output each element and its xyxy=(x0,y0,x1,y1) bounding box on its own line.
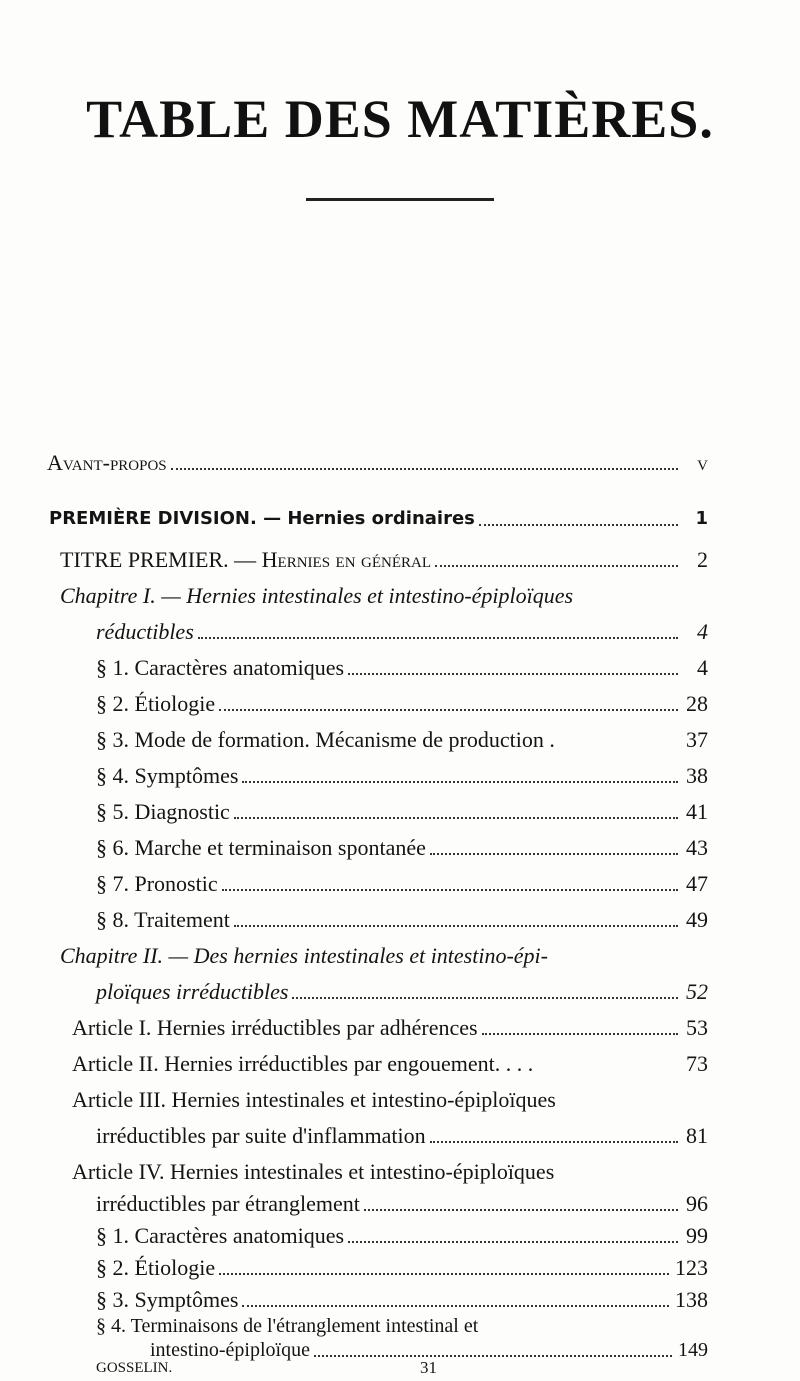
toc-entry xyxy=(72,1050,708,1078)
toc-entry xyxy=(47,449,708,477)
entry-page: 49 xyxy=(686,907,708,932)
toc-entry xyxy=(96,1122,708,1150)
entry-page: 53 xyxy=(686,1015,708,1040)
entry-page: 149 xyxy=(678,1339,708,1361)
toc-entry xyxy=(96,906,708,934)
entry-label: § 5. Diagnostic xyxy=(96,799,230,824)
leader-dots xyxy=(292,991,678,999)
entry-page: 1 xyxy=(695,508,708,529)
toc-entry xyxy=(72,1014,708,1042)
toc-entry xyxy=(60,546,708,574)
toc-entry xyxy=(96,654,708,682)
toc-entry xyxy=(49,505,708,533)
toc-entry xyxy=(96,834,708,862)
entry-page: 81 xyxy=(686,1123,708,1148)
footer-author: GOSSELIN. xyxy=(96,1360,173,1376)
leader-dots xyxy=(364,1203,678,1211)
toc-entry xyxy=(96,870,708,898)
toc-entry-heading: Article IV. Hernies intestinales et intestino-épiploïques xyxy=(72,1159,555,1184)
leader-dots xyxy=(234,919,678,927)
toc-entry-heading: Article III. Hernies intestinales et intestino-épiploïques xyxy=(72,1087,556,1112)
entry-label: irréductibles par suite d'inflammation xyxy=(96,1123,426,1148)
toc-entry xyxy=(96,1286,708,1314)
entry-label: intestino-épiploïque xyxy=(150,1339,310,1361)
entry-label: réductibles xyxy=(96,619,194,644)
leader-dots xyxy=(537,1065,678,1071)
leader-dots xyxy=(222,883,678,891)
leader-dots xyxy=(430,847,678,855)
entry-label: § 3. Symptômes xyxy=(96,1287,239,1312)
toc-entry-heading: Chapitre I. — Hernies intestinales et intestino-épiploïques xyxy=(60,583,574,608)
entry-label: § 4. Symptômes xyxy=(96,763,239,788)
leader-dots xyxy=(219,1267,669,1275)
entry-page: 96 xyxy=(686,1191,708,1216)
leader-dots xyxy=(242,1299,669,1307)
entry-label: PREMIÈRE DIVISION. — Hernies ordinaires xyxy=(49,508,475,529)
entry-label: § 1. Caractères anatomiques xyxy=(96,655,345,680)
entry-page: 47 xyxy=(686,871,708,896)
entry-page: 2 xyxy=(697,547,708,572)
entry-label: Article II. Hernies irréductibles par engouement. . . . xyxy=(72,1051,534,1076)
footer-signature: 31 xyxy=(420,1358,437,1377)
entry-label: § 8. Traitement xyxy=(96,907,230,932)
leader-dots xyxy=(479,518,678,526)
entry-page: 4 xyxy=(697,619,708,644)
entry-label: § 3. Mode de formation. Mécanisme de production . xyxy=(96,727,555,752)
entry-label: irréductibles par étranglement xyxy=(96,1191,360,1216)
entry-page: 43 xyxy=(686,835,708,860)
entry-page: 28 xyxy=(686,691,708,716)
entry-page: 4 xyxy=(697,655,708,680)
entry-page: 52 xyxy=(686,979,708,1004)
toc-entry-heading: § 4. Terminaisons de l'étranglement intestinal et xyxy=(96,1315,479,1337)
leader-dots xyxy=(234,811,678,819)
toc-entry xyxy=(96,798,708,826)
entry-label: § 1. Caractères anatomiques xyxy=(96,1223,345,1248)
entry-label: § 7. Pronostic xyxy=(96,871,218,896)
leader-dots xyxy=(198,631,678,639)
title-rule xyxy=(306,198,494,201)
leader-dots xyxy=(219,703,678,711)
leader-dots xyxy=(430,1135,678,1143)
toc-entry xyxy=(96,978,708,1006)
toc-entry xyxy=(96,1222,708,1250)
entry-page: 41 xyxy=(686,799,708,824)
entry-page: 38 xyxy=(686,763,708,788)
entry-label: § 2. Étiologie xyxy=(96,1255,216,1280)
toc-entry-heading: Chapitre II. — Des hernies intestinales et intestino-épi- xyxy=(60,943,548,968)
leader-dots xyxy=(482,1027,678,1035)
toc-entry xyxy=(96,762,708,790)
entry-label: Avant-propos xyxy=(47,450,167,475)
toc-entry xyxy=(96,1254,708,1282)
entry-page: 73 xyxy=(686,1051,708,1076)
leader-dots xyxy=(348,1235,678,1243)
toc-entry xyxy=(96,726,708,754)
toc-entry xyxy=(96,1190,708,1218)
leader-dots xyxy=(171,462,678,470)
leader-dots xyxy=(348,667,678,675)
entry-label: § 6. Marche et terminaison spontanée xyxy=(96,835,426,860)
toc-entry xyxy=(96,618,708,646)
entry-label: § 2. Étiologie xyxy=(96,691,216,716)
page-title: TABLE DES MATIÈRES. xyxy=(86,89,714,149)
toc-entry xyxy=(96,690,708,718)
entry-page: v xyxy=(697,450,708,475)
entry-page: 99 xyxy=(686,1223,708,1248)
entry-label: Article I. Hernies irréductibles par adhérences xyxy=(72,1015,478,1040)
leader-dots xyxy=(559,741,678,747)
leader-dots xyxy=(435,559,678,567)
entry-page: 138 xyxy=(675,1287,708,1312)
entry-page: 37 xyxy=(686,727,708,752)
leader-dots xyxy=(314,1349,672,1357)
entry-page: 123 xyxy=(675,1255,708,1280)
entry-label: TITRE PREMIER. — Hernies en général xyxy=(60,547,432,572)
leader-dots xyxy=(242,775,678,783)
entry-label: ploïques irréductibles xyxy=(96,979,289,1004)
